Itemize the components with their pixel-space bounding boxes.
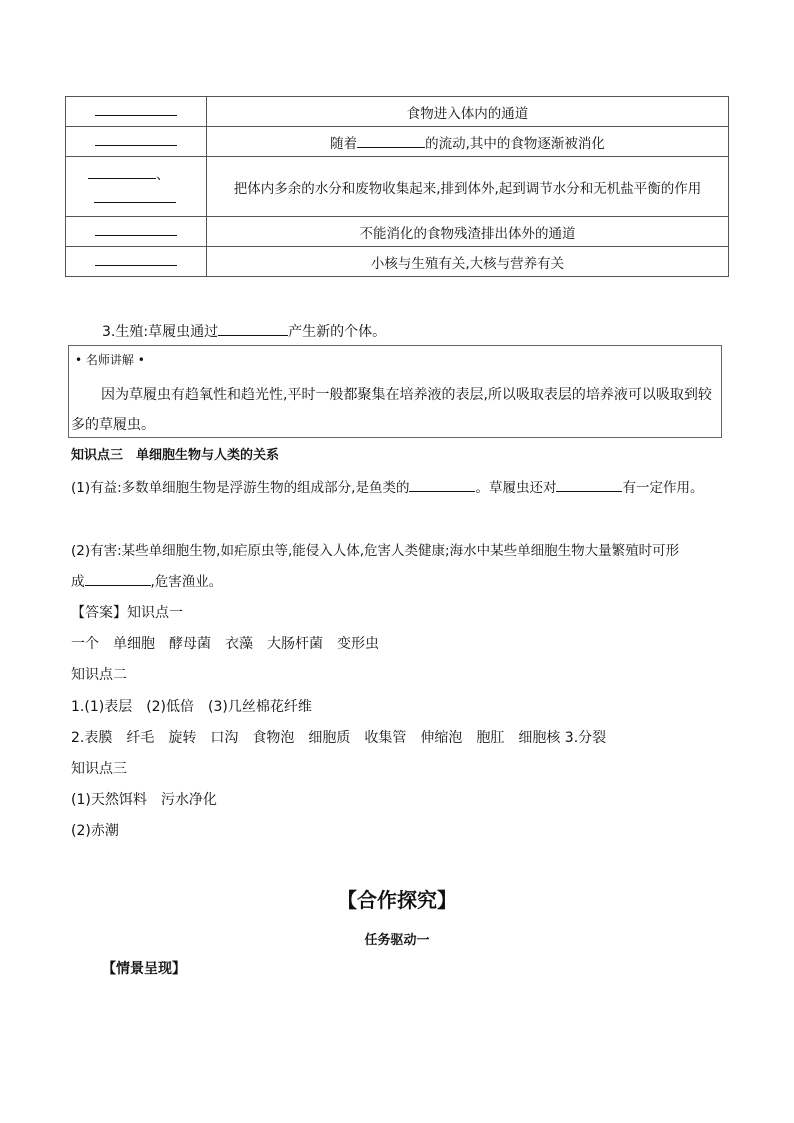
answer-kp2-line2: 2.表膜 纤毛 旋转 口沟 食物泡 细胞质 收集管 伸缩泡 胞肛 细胞核 3.分裂 — [71, 730, 607, 746]
description-cell: 不能消化的食物残渣排出体外的通道 — [207, 217, 729, 247]
answer-blank — [95, 253, 177, 266]
blank-cell — [66, 247, 207, 277]
teacher-note-line2: 多的草履虫。 — [71, 417, 155, 433]
answer-kp3-label: 知识点三 — [71, 761, 127, 777]
answer-blank — [357, 135, 425, 148]
answer-blank — [88, 166, 156, 179]
answer-kp3-line1: (1)天然饵料 污水净化 — [71, 792, 217, 808]
scene-heading: 【情景呈现】 — [102, 961, 186, 977]
blank-cell — [66, 127, 207, 157]
answer-blank — [95, 133, 177, 146]
teacher-note-title: • 名师讲解 • — [75, 353, 145, 367]
description-cell: 食物进入体内的通道 — [207, 97, 729, 127]
blank-cell: 、 — [66, 157, 207, 217]
table-row — [66, 217, 729, 247]
answer-blank — [95, 103, 177, 116]
answer-blank — [95, 223, 177, 236]
table-row — [66, 127, 729, 157]
answer-blank — [556, 479, 622, 492]
section-subtitle: 任务驱动一 — [364, 933, 430, 948]
kp3-heading: 知识点三 单细胞生物与人类的关系 — [71, 448, 280, 463]
answer-kp3-line2: (2)赤潮 — [71, 823, 119, 839]
description-cell: 随着 的流动,其中的食物逐渐被消化 — [207, 127, 729, 157]
answer-blank — [218, 323, 288, 336]
teacher-note-box — [68, 345, 722, 438]
answer-blank — [94, 190, 176, 203]
description-cell: 把体内多余的水分和废物收集起来,排到体外,起到调节水分和无机盐平衡的作用 — [207, 157, 729, 217]
description-cell: 小核与生殖有关,大核与营养有关 — [207, 247, 729, 277]
teacher-note-line1: 因为草履虫有趋氧性和趋光性,平时一般都聚集在培养液的表层,所以吸取表层的培养液可以吸取到较 — [101, 387, 712, 403]
answer-kp1: 一个 单细胞 酵母菌 衣藻 大肠杆菌 变形虫 — [71, 636, 379, 652]
blank-cell — [66, 217, 207, 247]
reproduction-line: 3.生殖:草履虫通过 产生新的个体。 — [102, 324, 387, 340]
answer-blank — [409, 479, 475, 492]
kp3-benefit-line: (1)有益:多数单细胞生物是浮游生物的组成部分,是鱼类的 。草履虫还对 有一定作用。 — [71, 480, 704, 496]
answer-blank — [85, 573, 151, 586]
organelle-table — [65, 96, 729, 277]
table-row — [66, 157, 729, 217]
blank-cell — [66, 97, 207, 127]
table-row — [66, 247, 729, 277]
answer-label: 【答案】知识点一 — [71, 605, 183, 621]
answer-kp2-label: 知识点二 — [71, 667, 127, 683]
table-row — [66, 97, 729, 127]
section-title: 【合作探究】 — [337, 888, 457, 912]
kp3-harm-line2: 成 ,危害渔业。 — [71, 574, 223, 590]
answer-kp2-line1: 1.(1)表层 (2)低倍 (3)几丝棉花纤维 — [71, 699, 312, 715]
kp3-harm-line1: (2)有害:某些单细胞生物,如疟原虫等,能侵入人体,危害人类健康;海水中某些单细胞生物大量繁殖时可形 — [71, 543, 680, 559]
